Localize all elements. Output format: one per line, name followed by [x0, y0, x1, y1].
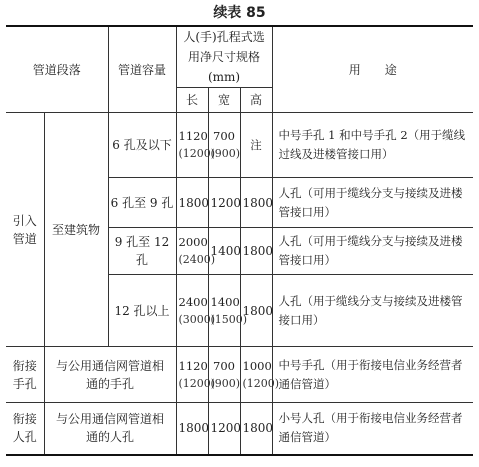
usage-cell: 小号人孔（用于衔接电信业务经营者通信管道）: [272, 403, 473, 455]
height-value: 1800: [240, 228, 272, 275]
header-usage: 用 途: [272, 26, 473, 113]
length-alt-value: (3000): [178, 312, 216, 326]
width-alt-value: (900): [210, 376, 241, 390]
table-caption: 续表 85: [213, 5, 266, 21]
table-row: [6, 113, 473, 178]
usage-cell: 人孔（可用于缆线分支与接续及进楼管接口用）: [272, 178, 473, 228]
width-value: 1400: [210, 294, 240, 309]
segment-desc: 与公用通信网管道相通的人孔: [44, 403, 176, 455]
segment-incoming-pipe: 引入管道: [6, 113, 44, 347]
height-value: 1800: [240, 403, 272, 455]
pipe-spec-table: [6, 25, 473, 456]
length-alt-value: (1200): [178, 147, 216, 160]
width-alt-value: (900): [210, 147, 241, 160]
height-value: 1800: [240, 275, 272, 347]
header-width: 宽: [208, 88, 240, 113]
height-alt-value: (1200): [242, 376, 280, 390]
table-row: [6, 347, 473, 403]
capacity-cell: 6 孔及以下: [108, 113, 176, 178]
usage-cell: 人孔（可用于缆线分支与接续及进楼管接口用）: [272, 228, 473, 275]
capacity-cell: 6 孔至 9 孔: [108, 178, 176, 228]
capacity-cell: 12 孔以上: [108, 275, 176, 347]
width-value: 700: [213, 358, 235, 373]
header-capacity: 管道容量: [108, 26, 176, 113]
header-segment: 管道段落: [6, 26, 108, 113]
segment-desc: 与公用通信网管道相通的手孔: [44, 347, 176, 403]
length-alt-value: (1200): [178, 376, 216, 390]
height-value: 1800: [240, 178, 272, 228]
length-value: 1800: [176, 178, 208, 228]
header-length: 长: [176, 88, 208, 113]
width-value: 700: [213, 129, 235, 143]
segment-joint-handhole: 衔接手孔: [6, 347, 44, 403]
width-value: 1200: [208, 403, 240, 455]
capacity-cell: 9 孔至 12 孔: [108, 228, 176, 275]
header-height: 高: [240, 88, 272, 113]
table-row: [6, 403, 473, 455]
header-size-title: 人(手)孔程式选用净尺寸规格 (mm): [176, 26, 272, 88]
usage-cell: 人孔（用于缆线分支与接续及进楼管接口用）: [272, 275, 473, 347]
width-alt-value: (1500): [210, 312, 248, 326]
length-value: 2400: [178, 294, 208, 309]
length-value: 1120: [178, 129, 208, 143]
usage-cell: 中号手孔（用于衔接电信业务经营者通信管道）: [272, 347, 473, 403]
length-value: 2000: [178, 235, 208, 249]
height-value: 注: [250, 138, 262, 152]
segment-joint-manhole: 衔接人孔: [6, 403, 44, 455]
length-value: 1800: [176, 403, 208, 455]
usage-cell: 中号手孔 1 和中号手孔 2（用于缆线过线及进楼管接口用）: [272, 113, 473, 178]
length-alt-value: (2400): [178, 253, 216, 266]
segment-to-building: 至建筑物: [44, 113, 108, 347]
width-value: 1200: [208, 178, 240, 228]
length-value: 1120: [178, 358, 208, 373]
height-value: 1000: [242, 358, 272, 373]
width-value: 1400: [208, 228, 240, 275]
